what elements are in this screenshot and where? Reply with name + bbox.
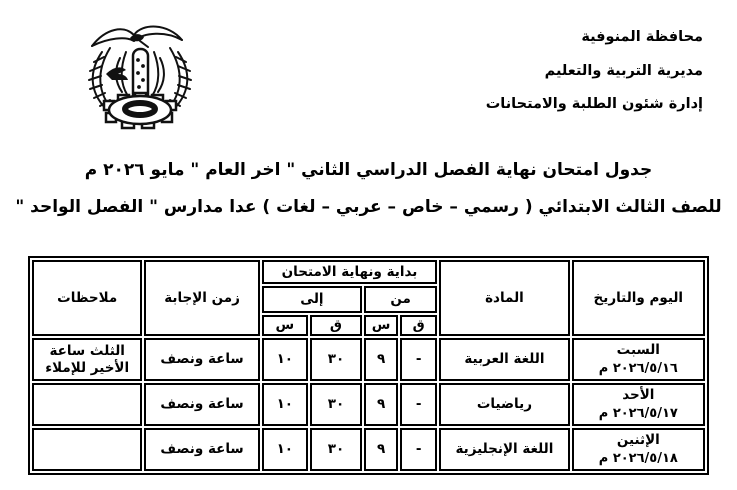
cell-from-hours: ٩ [364,383,398,426]
header-to-minutes: ق [310,315,362,336]
table-row [32,383,705,426]
cell-answer-time: ساعة ونصف [144,383,259,426]
cell-from-hours: ٩ [364,338,398,381]
cell-answer-time: ساعة ونصف [144,428,259,471]
header-subject: المادة [439,260,569,336]
exam-schedule-table [28,256,709,475]
day-name: الأحد [622,387,655,403]
cell-from-hours: ٩ [364,428,398,471]
document-title [0,152,737,226]
header-notes: ملاحظات [32,260,142,336]
header-from-hours: س [364,315,398,336]
table-row [32,338,705,381]
cell-day-date [572,383,705,426]
day-date: ٢٠٢٦/٥/١٧ م [598,406,678,421]
cell-subject: اللغة الإنجليزية [439,428,569,471]
governorate-emblem-logo [76,16,204,138]
cell-from-minutes: - [400,383,437,426]
cell-from-minutes: - [400,428,437,471]
cell-subject: رياضيات [439,383,569,426]
org-administration: إدارة شئون الطلبة والامتحانات [485,96,703,112]
cell-to-minutes: ٣٠ [310,383,362,426]
day-date: ٢٠٢٦/٥/١٦ م [598,361,678,376]
cell-day-date [572,338,705,381]
table-row [32,428,705,471]
cell-subject: اللغة العربية [439,338,569,381]
cell-to-hours: ١٠ [262,383,308,426]
cell-to-minutes: ٣٠ [310,428,362,471]
org-directorate: مديرية التربية والتعليم [544,62,703,79]
cell-notes [32,383,142,426]
emblem-icon [76,16,204,134]
header-exam-time: بداية ونهاية الامتحان [262,260,438,284]
header-to-hours: س [262,315,308,336]
day-date: ٢٠٢٦/٥/١٨ م [598,451,678,466]
header-day-date: اليوم والتاريخ [572,260,705,336]
cell-day-date [572,428,705,471]
cell-notes [32,428,142,471]
cell-to-hours: ١٠ [262,338,308,381]
org-header [486,21,703,122]
header-from: من [364,286,437,313]
cell-answer-time: ساعة ونصف [144,338,259,381]
header-to: إلى [262,286,362,313]
title-line-1: جدول امتحان نهاية الفصل الدراسي الثاني " اخر العام " مايو ٢٠٢٦ م [84,160,653,180]
day-name: السبت [616,342,660,358]
header-from-minutes: ق [400,315,437,336]
day-name: الإثنين [616,432,660,448]
cell-to-hours: ١٠ [262,428,308,471]
cell-to-minutes: ٣٠ [310,338,362,381]
cell-from-minutes: - [400,338,437,381]
cell-notes: الثلث ساعة الأخير للإملاء [32,338,142,381]
title-line-2: للصف الثالث الابتدائي ( رسمي – خاص – عربي – لغات ) عدا مدارس " الفصل الواحد " [15,197,722,217]
header-answer-time: زمن الإجابة [144,260,259,336]
org-governorate: محافظة المنوفية [581,29,703,45]
